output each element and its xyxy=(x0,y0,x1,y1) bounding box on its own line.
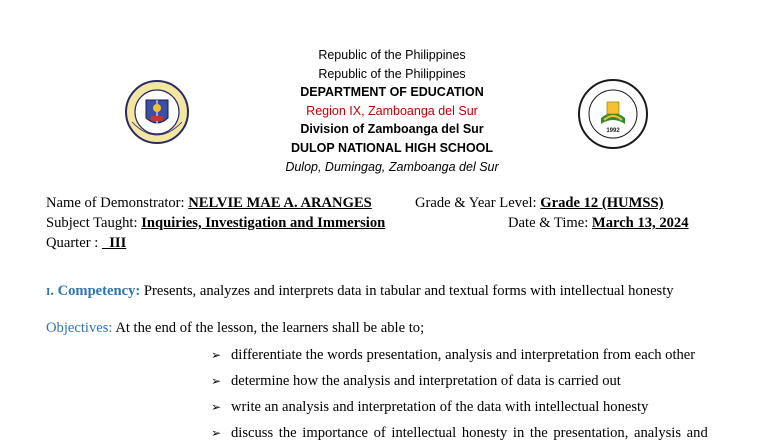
division-line: Division of Zamboanga del Sur xyxy=(300,122,484,137)
objective-text: write an analysis and interpretation of the data with intellectual honesty xyxy=(231,399,649,415)
date-line xyxy=(508,215,689,232)
objective-item xyxy=(211,347,695,364)
school-name: DULOP NATIONAL HIGH SCHOOL xyxy=(290,140,494,155)
arrow-bullet-icon: ➢ xyxy=(211,374,222,388)
objectives-label: Objectives: xyxy=(46,320,116,336)
date-value: March 13, 2024 xyxy=(591,215,689,231)
letterhead xyxy=(250,46,534,176)
objectives-intro: At the end of the lesson, the learners shall be able to; xyxy=(115,320,425,336)
objective-item xyxy=(211,425,708,442)
objective-text: discuss the importance of intellectual honesty in the presentation, analysis and xyxy=(231,425,708,441)
objective-item xyxy=(211,373,621,390)
svg-text:1992: 1992 xyxy=(606,128,620,134)
header-line-1: Republic of the Philippines xyxy=(318,48,466,62)
quarter-label: Quarter : xyxy=(46,235,102,251)
school-seal-logo xyxy=(574,78,652,150)
objective-text: differentiate the words presentation, analysis and interpretation from each other xyxy=(231,347,696,363)
quarter-line xyxy=(46,235,126,252)
grade-value: Grade 12 (HUMSS) xyxy=(540,195,664,211)
quarter-value: III xyxy=(101,235,127,251)
arrow-bullet-icon: ➢ xyxy=(211,400,222,414)
competency-numeral: I xyxy=(46,286,51,298)
arrow-bullet-icon: ➢ xyxy=(211,348,222,362)
date-label: Date & Time: xyxy=(508,215,592,231)
subject-label: Subject Taught: xyxy=(46,215,142,231)
header-line-2: Republic of the Philippines xyxy=(318,66,466,81)
department-title: DEPARTMENT OF EDUCATION xyxy=(300,85,484,100)
competency-line xyxy=(46,283,674,300)
competency-label: . Competency: xyxy=(50,283,144,299)
objectives-line xyxy=(46,320,424,337)
grade-line xyxy=(415,195,663,212)
subject-value: Inquiries, Investigation and Immersion xyxy=(141,215,386,231)
demonstrator-label: Name of Demonstrator: xyxy=(46,195,189,211)
grade-label: Grade & Year Level: xyxy=(415,195,541,211)
objective-item xyxy=(211,399,648,416)
demonstrator-line xyxy=(46,195,372,212)
demonstrator-value: NELVIE MAE A. ARANGES xyxy=(188,195,372,211)
competency-text: Presents, analyzes and interprets data in tabular and textual forms with intellectual honesty xyxy=(143,283,674,299)
objective-text: determine how the analysis and interpretation of data is carried out xyxy=(231,373,621,389)
school-address: Dulop, Dumingag, Zamboanga del Sur xyxy=(285,159,499,174)
arrow-bullet-icon: ➢ xyxy=(211,426,222,440)
deped-seal-logo xyxy=(124,78,190,154)
region-line: Region IX, Zamboanga del Sur xyxy=(306,103,478,118)
subject-line xyxy=(46,215,385,232)
